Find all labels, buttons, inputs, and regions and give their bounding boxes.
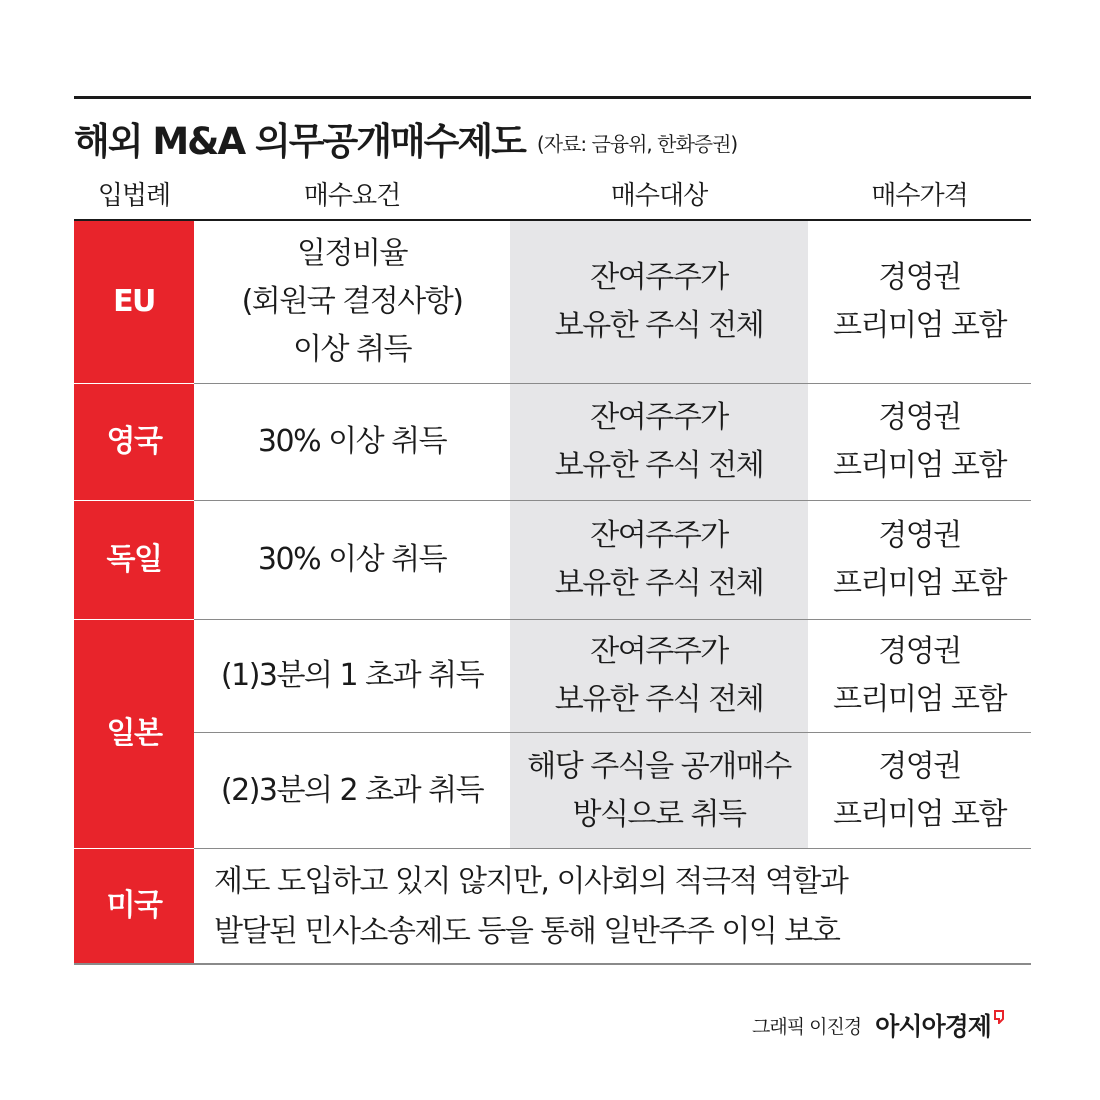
requirement-line: (회원국 결정사항) [241,284,463,319]
country-label: EU [113,284,155,319]
price-line: 프리미엄 포함 [833,796,1006,832]
target-line: 해당 주식을 공개매수 [527,748,791,784]
header-country: 입법례 [97,181,171,211]
source-note: (자료: 금융위, 한화증권) [536,131,738,156]
price-cell-japan-2 [808,733,1031,848]
country-cell-usa [74,849,194,963]
price-line: 경영권 [878,748,961,784]
price-line: 경영권 [878,400,961,435]
price-cell-uk [808,384,1031,500]
row-divider [194,848,1031,849]
top-rule [74,96,1031,99]
country-label: 영국 [106,424,162,459]
price-cell-germany [808,501,1031,619]
target-line: 보유한 주식 전체 [554,682,764,717]
target-cell-japan-2 [510,733,808,848]
requirement-line: 일정비율 [297,236,407,271]
requirement-line: (1)3분의 1 초과 취득 [220,658,484,693]
target-line: 보유한 주식 전체 [554,308,764,343]
target-line: 잔여주주가 [590,518,728,553]
title-row [74,108,737,168]
country-label: 독일 [106,542,162,577]
note-line: 발달된 민사소송제도 등을 통해 일반주주 이익 보호 [214,914,840,949]
requirement-line: (2)3분의 2 초과 취득 [220,772,484,808]
requirement-cell-germany [194,501,510,619]
page-title: 해외 M&A 의무공개매수제도 [74,120,525,163]
bottom-rule [74,963,1031,965]
target-line: 보유한 주식 전체 [554,566,764,601]
target-cell-uk [510,384,808,500]
requirement-line: 30% 이상 취득 [257,424,447,459]
country-cell-japan [74,620,194,848]
header-target: 매수대상 [610,181,708,211]
price-line: 프리미엄 포함 [833,308,1006,343]
table-header [74,172,1031,220]
price-line: 프리미엄 포함 [833,682,1006,717]
credit [752,1000,1005,1050]
brand-logo-text: 아시아경제 [875,1012,991,1041]
target-line: 잔여주주가 [590,260,728,295]
header-price: 매수가격 [871,181,968,211]
price-line: 경영권 [878,518,961,553]
price-cell-japan-1 [808,620,1031,732]
country-cell-eu [74,221,194,383]
usa-note [214,852,1014,962]
target-line: 보유한 주식 전체 [554,448,764,483]
target-line: 잔여주주가 [590,400,728,435]
requirement-line: 이상 취득 [293,332,411,367]
requirement-cell-japan-2 [194,733,510,848]
price-line: 프리미엄 포함 [833,566,1006,601]
price-cell-eu [808,221,1031,383]
note-line: 제도 도입하고 있지 않지만, 이사회의 적극적 역할과 [214,864,848,899]
header-requirement: 매수요건 [303,181,401,211]
price-line: 프리미엄 포함 [833,448,1006,483]
target-line: 잔여주주가 [590,634,728,669]
country-label: 일본 [106,716,162,751]
price-line: 경영권 [878,634,961,669]
target-cell-eu [510,221,808,383]
requirement-cell-uk [194,384,510,500]
requirement-cell-eu [194,221,510,383]
target-cell-japan-1 [510,620,808,732]
price-line: 경영권 [878,260,961,295]
country-label: 미국 [106,888,162,923]
brand-mark-icon [993,1010,1005,1024]
country-cell-germany [74,501,194,619]
target-cell-germany [510,501,808,619]
graphic-credit: 그래픽 이진경 [752,1015,862,1038]
country-cell-uk [74,384,194,500]
target-line: 방식으로 취득 [572,796,746,832]
requirement-cell-japan-1 [194,620,510,732]
requirement-line: 30% 이상 취득 [257,542,447,577]
